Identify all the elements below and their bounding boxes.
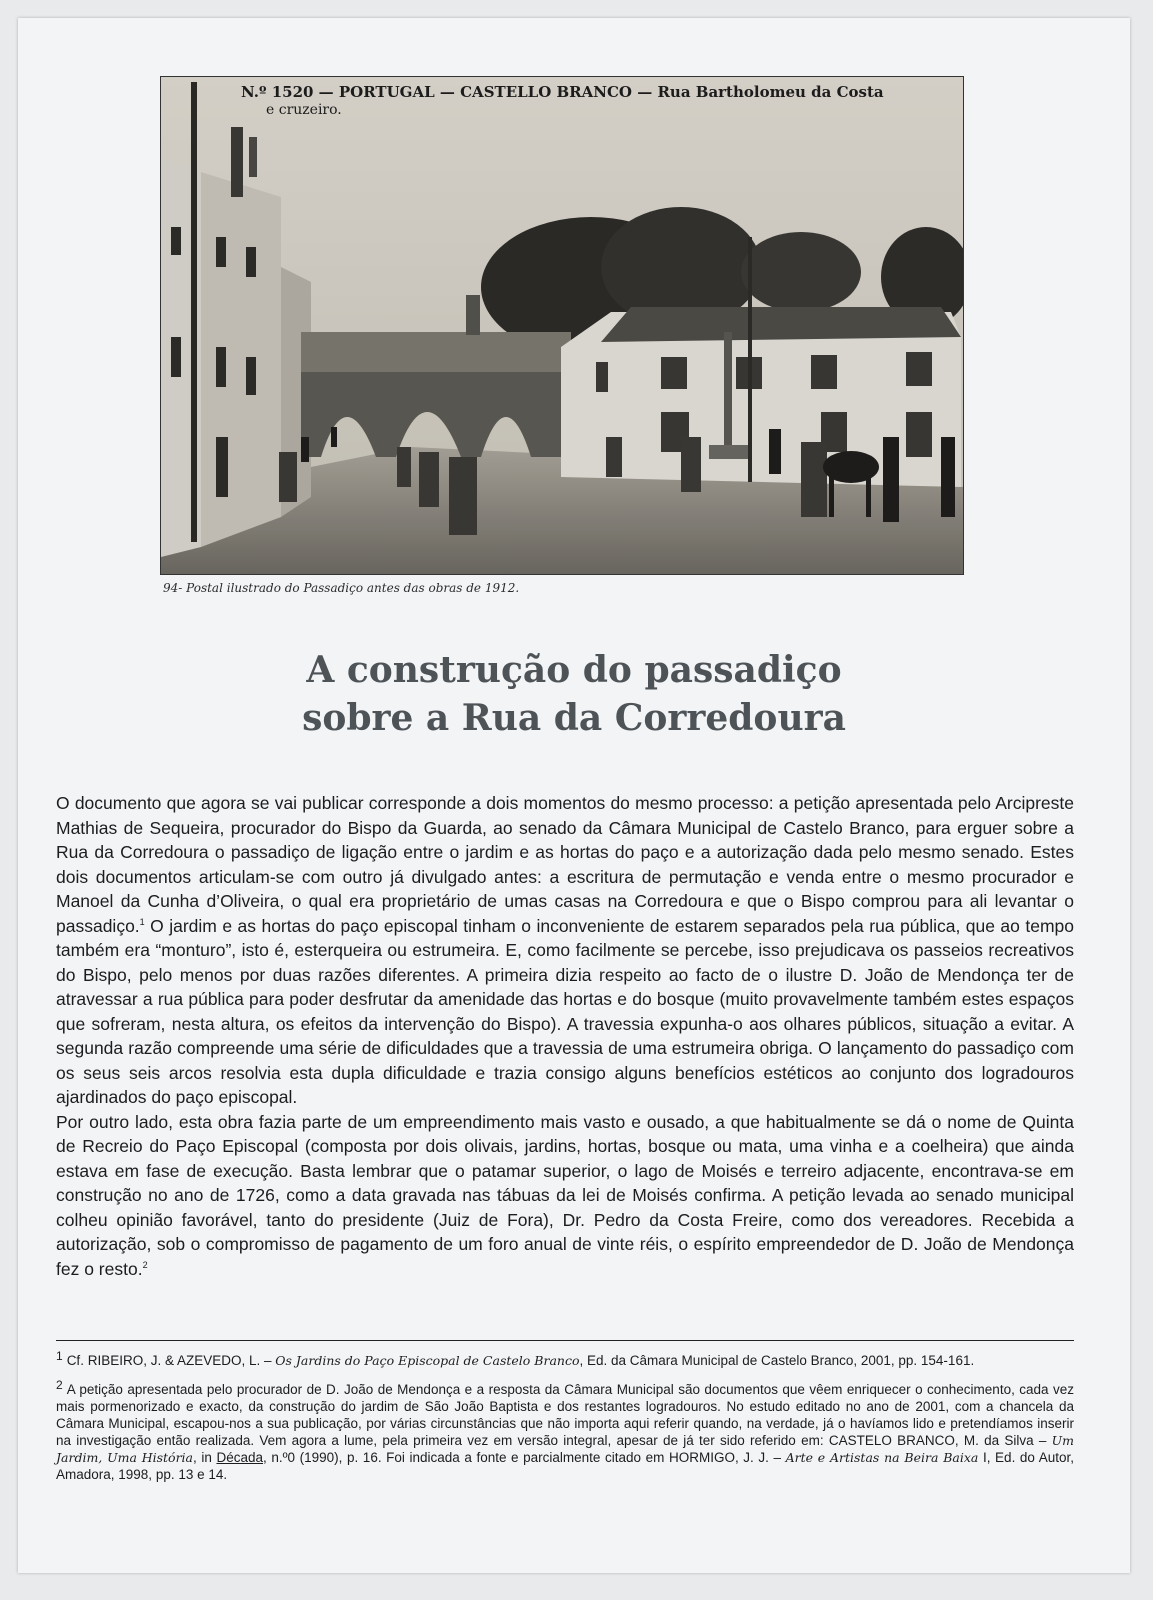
footnote-ref-1: 1 [139,916,145,927]
footnote-1-text-b: , Ed. da Câmara Municipal de Castelo Branco, 2001, pp. 154-161. [579,1353,975,1368]
footnote-divider [56,1340,1074,1341]
paragraph-2-text: Por outro lado, esta obra fazia parte de um empreendimento mais vasto e ousado, a que habitualmente se dá o nome de Quinta de Recreio do Paço Episcopal (composta por dois olivais, jardins, hortas, bosque ou mata, uma vinha e a coelheira) que ainda estava em fase de execução. Basta lembrar que o patamar superior, o lago de Moisés e terreiro adjacente, encontrava-se em construção no ano de 1726, como a data gravada nas tábuas da lei de Moisés confirma. A petição levada ao senado municipal colheu opinião favorável, tanto do presidente (Juiz de Fora), Dr. Pedro da Costa Freire, como dos vereadores. Recebida a autorização, sob o compromisso de pagamento de um foro anual de vinte réis, o espírito empreendedor de D. João de Mendonça fez o resto. [56,1111,1074,1279]
footnote-1-number: 1 [56,1348,63,1363]
postcard-photo [160,76,964,575]
footnote-1-text-a: Cf. RIBEIRO, J. & AZEVEDO, L. – [66,1353,276,1368]
postcard-subtitle: e cruzeiro. [266,102,342,118]
paragraph-1 [56,791,1074,1110]
footnote-1-title: Os Jardins do Paço Episcopal de Castelo Branco [275,1353,580,1368]
footnote-2-number: 2 [56,1377,63,1392]
footnote-2-title-2: Arte e Artistas na Beira Baixa [785,1450,979,1465]
postcard-title [241,83,933,119]
footnotes [56,1348,1075,1495]
footnote-2-text-b: , in [193,1450,217,1465]
article-body [56,791,1074,1281]
footnote-2-text-d: I, Ed. do Autor, Amadora, 1998, pp. 13 e 14. [56,1450,1075,1482]
article-title-line-1: A construção do passadiço [306,649,842,691]
footnote-2 [56,1377,1075,1483]
footnote-2-text-c: , n.º0 (1990), p. 16. Foi indicada a fonte e parcialmente citado em HORMIGO, J. J. – [263,1450,786,1465]
footnote-2-text-a: A petição apresentada pelo procurador de D. João de Mendonça e a resposta da Câmara Municipal são documentos que vêem enriquecer o conhecimento, cada vez mais pormenorizado e exacto, da construção do jardim de São João Baptista e dos restantes logradouros. No estudo editado no ano de 2001, com a chancela da Câmara Municipal, escapou-nos a sua publicação, por várias circunstâncias que não importa aqui referir quando, na verdade, já o havíamos lido e pretendíamos inserir na investigação então realizada. Vem agora a lume, pela primeira vez em versão integral, apesar de já ter sido referido em: CASTELO BRANCO, M. da Silva – [56,1382,1074,1448]
paragraph-1-text-a: O documento que agora se vai publicar corresponde a dois momentos do mesmo processo: a petição apresentada pelo Arcipreste Mathias de Sequeira, procurador do Bispo da Guarda, ao senado da Câmara Municipal de Castelo Branco, para erguer sobre a Rua da Corredoura o passadiço de ligação entre o jardim e as hortas do paço e a autorização dada pelo mesmo senado. Estes dois documentos articulam-se com outro já divulgado antes: a escritura de permutação e venda entre o mesmo procurador e Manoel da Cunha d’Oliveira, o qual era proprietário de umas casas na Corredoura e que o Bispo comprou para ali levantar o passadiço. [56,793,1074,936]
article-title [18,646,1130,742]
footnote-2-title-1: Um Jardim, Uma História [56,1433,1074,1465]
document-page [18,18,1130,1573]
footnote-1 [56,1348,1074,1369]
paragraph-1-text-b: O jardim e as hortas do paço episcopal tinham o inconveniente de estarem separados pela rua pública, que ao tempo também era “monturo”, isto é, esterqueira ou estrumeira. E, como facilmente se percebe, isso prejudicava os passeios recreativos do Bispo, pelo menos por duas razões diferentes. A primeira dizia respeito ao facto de o ilustre D. João de Mendonça ter de atravessar a rua pública para poder desfrutar da amenidade das hortas e do bosque (muito provavelmente também estes espaços que sofreram, nesta altura, os efeitos da intervenção do Bispo). A travessia expunha-o aos olhares públicos, situação a evitar. A segunda razão compreende uma série de dificuldades que a travessia de uma estrumeira obriga. O lançamento do passadiço com os seus seis arcos resolvia esta dupla dificuldade e trazia consigo alguns benefícios estéticos ao conjunto dos logradouros ajardinados do paço episcopal. [56,915,1074,1107]
footnote-ref-2: 2 [142,1259,148,1270]
footnote-2-publication: Década [216,1450,263,1465]
street-scene-image [161,77,963,574]
paragraph-2 [56,1110,1074,1282]
postcard-title-text: N.º 1520 — PORTUGAL — CASTELLO BRANCO — Rua Bartholomeu da Costa [241,83,884,101]
figure-caption: 94- Postal ilustrado do Passadiço antes das obras de 1912. [163,581,520,595]
article-title-line-2: sobre a Rua da Corredoura [302,697,846,739]
